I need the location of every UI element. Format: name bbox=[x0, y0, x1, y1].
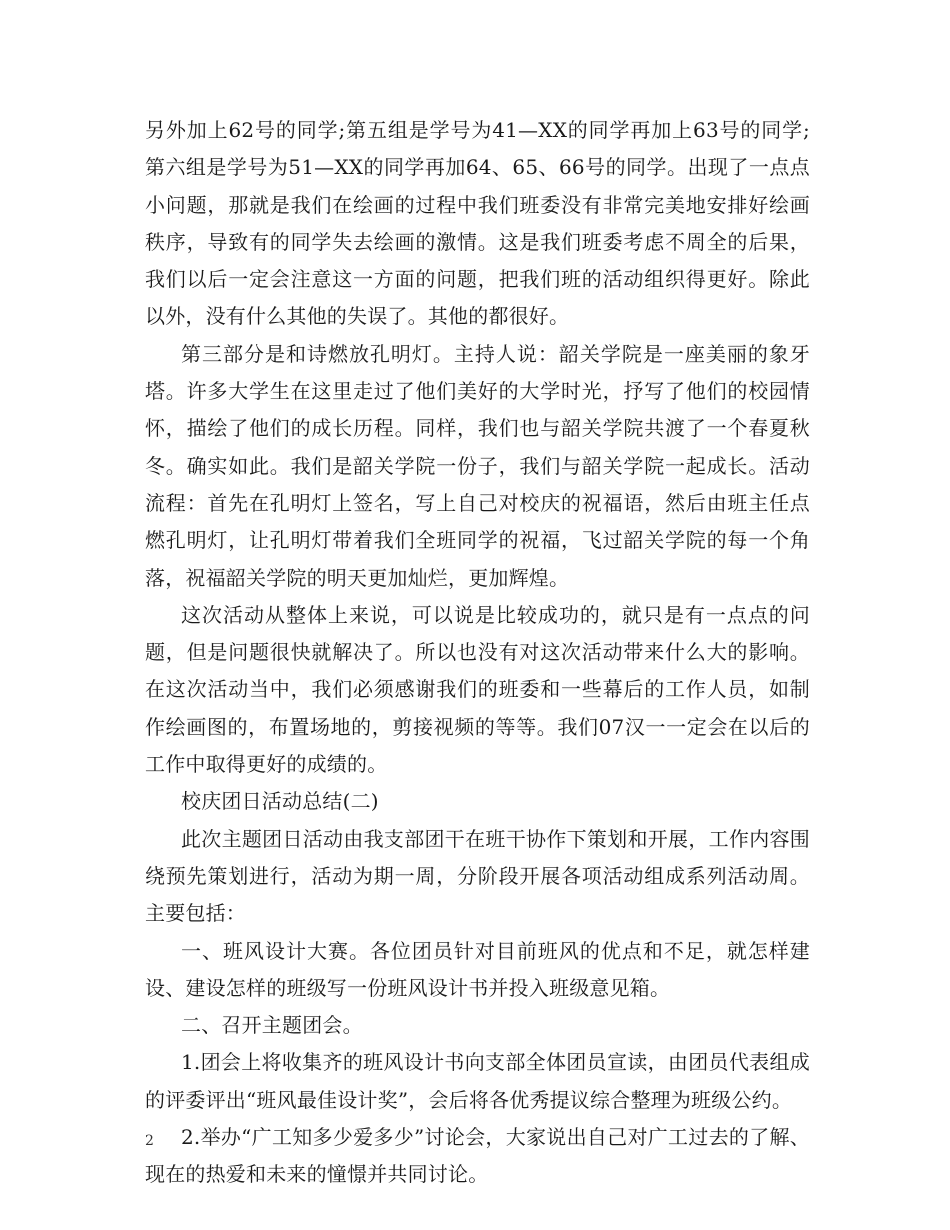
section-heading-summary-two: 校庆团日活动总结(二) bbox=[181, 789, 379, 814]
paragraph-theme-activity-intro: 此次主题团日活动由我支部团干在班干协作下策划和开展，工作内容围绕预先策划进行，活动为期一周，分阶段开展各项活动组成系列活动周。主要包括： bbox=[145, 826, 810, 926]
paragraph-subitem-two: 2.举办“广工知多少爱多少”讨论会，大家说出自己对广工过去的了解、现在的热爱和未来的憧憬并共同讨论。 bbox=[145, 1125, 810, 1187]
paragraph-item-two-meeting: 二、召开主题团会。 bbox=[181, 1013, 363, 1038]
paragraph-part-three-lanterns: 第三部分是和诗燃放孔明灯。主持人说：韶关学院是一座美丽的象牙塔。许多大学生在这里走过了他们美好的大学时光，抒写了他们的校园情怀，描绘了他们的成长历程。同样，我们也与韶关学院共渡了一个春夏秋冬。确实如此。我们是韶关学院一份子，我们与韶关学院一起成长。活动流程：首先在孔明灯上签名，写上自己对校庆的祝福语，然后由班主任点燃孔明灯，让孔明灯带着我们全班同学的祝福，飞过韶关学院的每一个角落，祝福韶关学院的明天更加灿烂，更加辉煌。 bbox=[145, 341, 810, 590]
document-body bbox=[145, 112, 810, 1194]
paragraph-continued-groups: 另外加上62号的同学;第五组是学号为41—XX的同学再加上63号的同学;第六组是学号为51—XX的同学再加64、65、66号的同学。出现了一点点小问题，那就是我们在绘画的过程中我们班委没有非常完美地安排好绘画秩序，导致有的同学失去绘画的激情。这是我们班委考虑不周全的后果，我们以后一定会注意这一方面的问题，把我们班的活动组织得更好。除此以外，没有什么其他的失误了。其他的都很好。 bbox=[145, 118, 810, 329]
paragraph-subitem-one: 1.团会上将收集齐的班风设计书向支部全体团员宣读，由团员代表组成的评委评出“班风最佳设计奖”，会后将各优秀提议综合整理为班级公约。 bbox=[145, 1050, 810, 1112]
paragraph-activity-summary: 这次活动从整体上来说，可以说是比较成功的，就只是有一点点的问题，但是问题很快就解决了。所以也没有对这次活动带来什么大的影响。在这次活动当中，我们必须感谢我们的班委和一些幕后的工作人员，如制作绘画图的，布置场地的，剪接视频的等等。我们07汉一一定会在以后的工作中取得更好的成绩的。 bbox=[145, 602, 810, 777]
paragraph-item-one-class-style: 一、班风设计大赛。各位团员针对目前班风的优点和不足，就怎样建设、建设怎样的班级写一份班风设计书并投入班级意见箱。 bbox=[145, 938, 810, 1000]
page-number: 2 bbox=[145, 1133, 154, 1149]
